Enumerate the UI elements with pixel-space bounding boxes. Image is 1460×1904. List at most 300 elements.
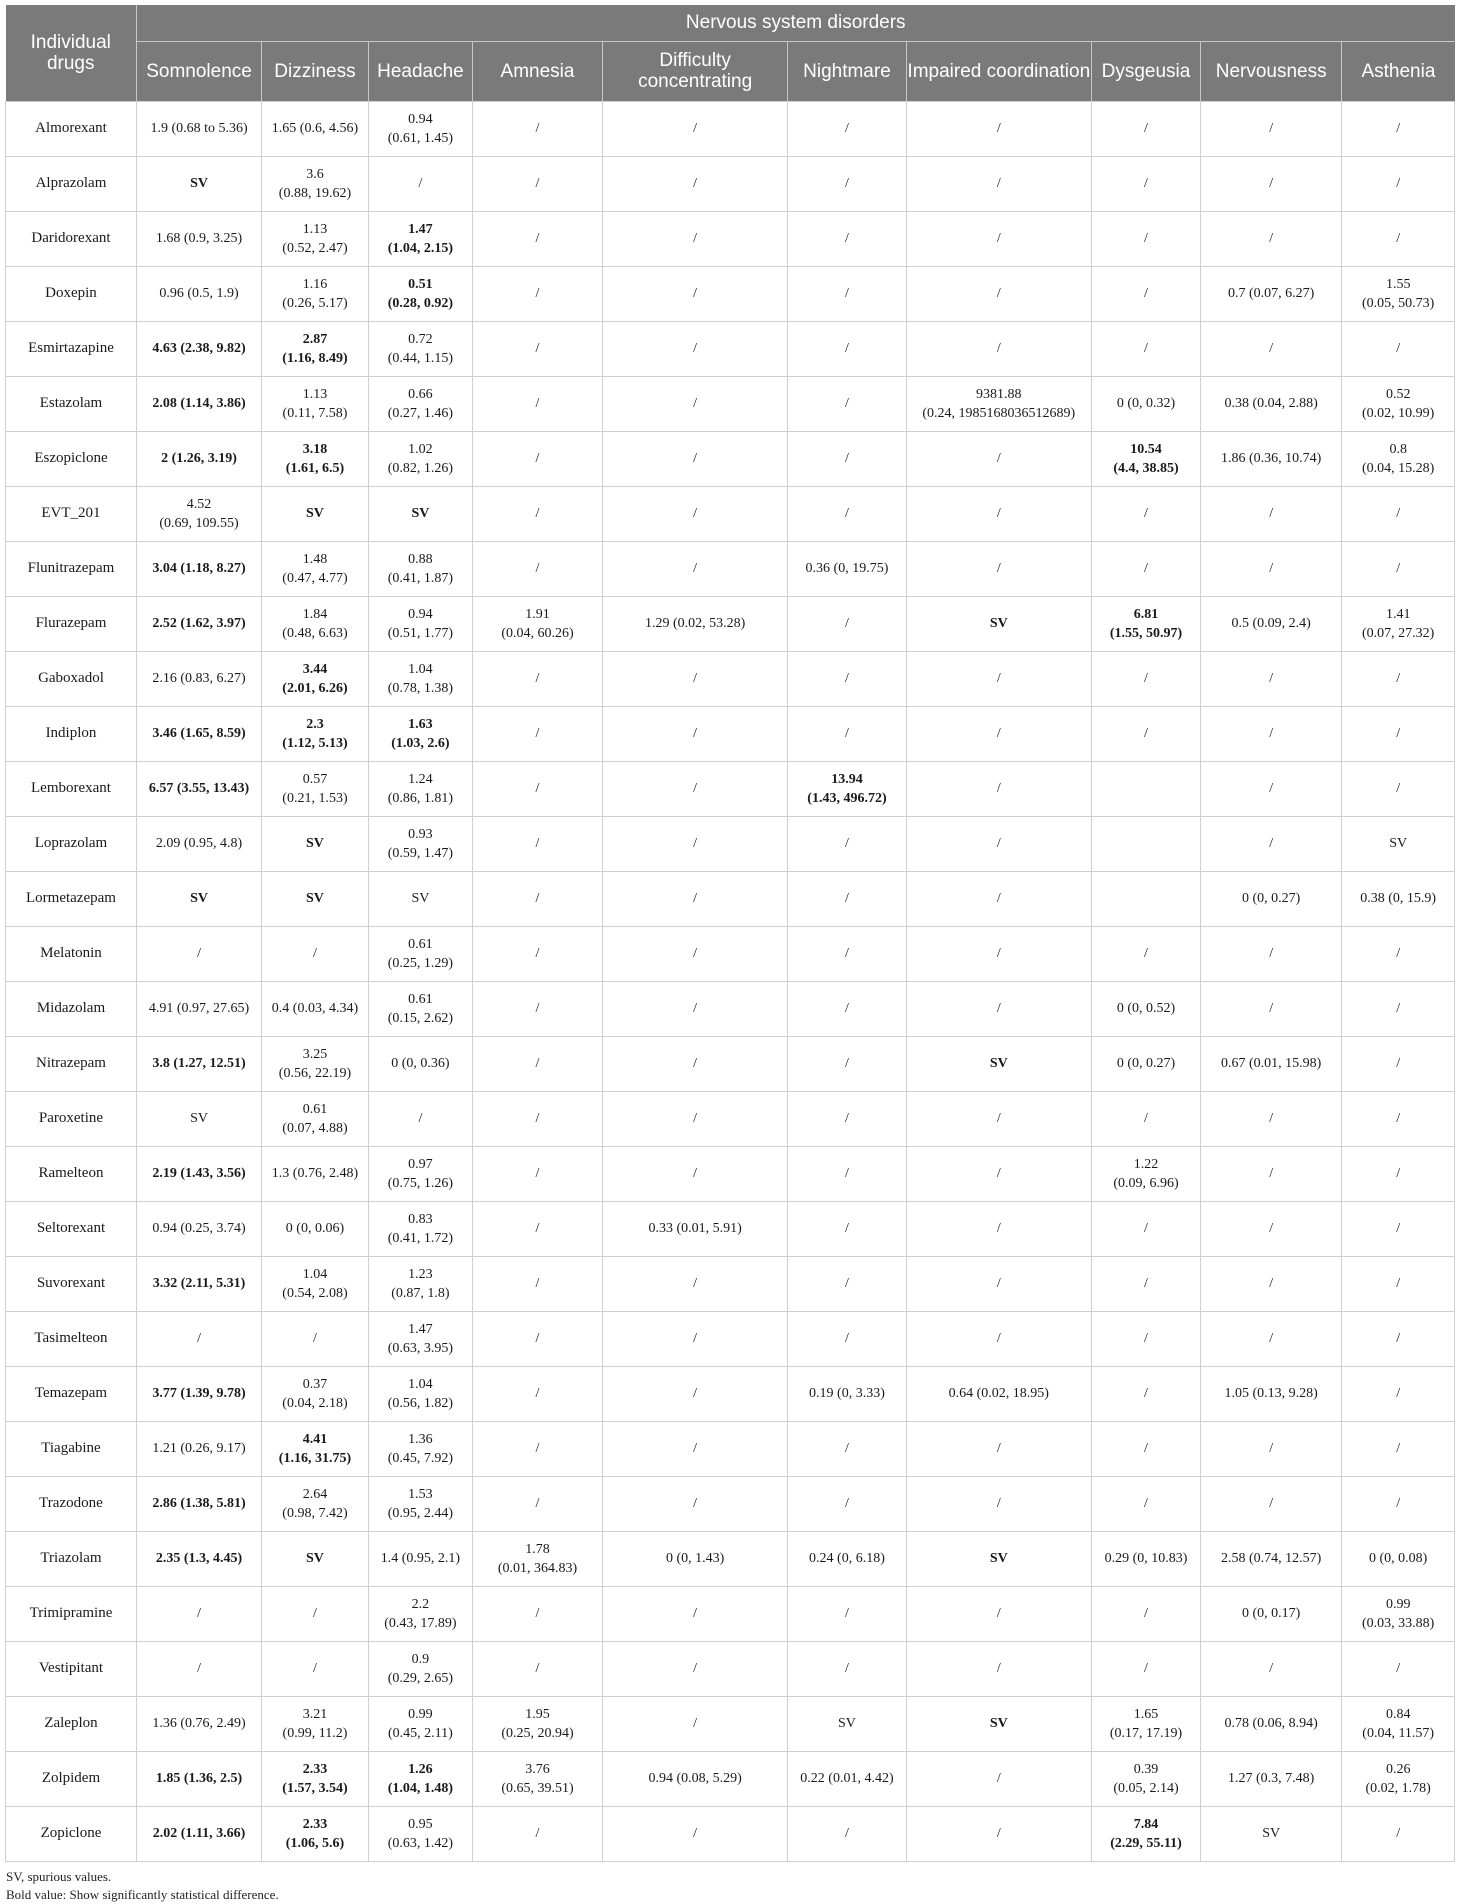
value-cell bbox=[1200, 321, 1341, 376]
value-cell bbox=[602, 596, 787, 651]
value-line: / bbox=[535, 1606, 540, 1621]
value-cell bbox=[473, 1586, 603, 1641]
value-line: / bbox=[693, 671, 698, 686]
value-cell bbox=[368, 156, 472, 211]
value-cell bbox=[473, 1531, 603, 1586]
value-cell bbox=[136, 1531, 261, 1586]
value-line: / bbox=[1396, 726, 1401, 741]
drug-name-cell: Paroxetine bbox=[6, 1091, 137, 1146]
value-line: (1.57, 3.54) bbox=[282, 1780, 348, 1796]
value-line: / bbox=[1269, 1496, 1274, 1511]
value-line: SV bbox=[190, 176, 208, 191]
value-cell bbox=[602, 706, 787, 761]
value-line: / bbox=[1144, 1331, 1148, 1346]
value-line: (0.09, 6.96) bbox=[1113, 1175, 1179, 1191]
value-cell bbox=[906, 926, 1091, 981]
value-line: (0.45, 2.11) bbox=[388, 1725, 453, 1741]
value-line: (1.61, 6.5) bbox=[285, 460, 345, 476]
value-cell bbox=[368, 926, 472, 981]
value-cell bbox=[788, 981, 906, 1036]
value-cell bbox=[368, 1806, 472, 1861]
value-cell bbox=[1342, 266, 1455, 321]
table-row bbox=[6, 156, 1455, 211]
value-cell bbox=[262, 541, 369, 596]
value-cell bbox=[262, 1696, 369, 1751]
value-line: (0.65, 39.51) bbox=[501, 1780, 574, 1796]
value-cell bbox=[602, 486, 787, 541]
value-line: 2.08 (1.14, 3.86) bbox=[152, 396, 246, 411]
value-line: 0.61 bbox=[302, 1101, 328, 1117]
value-line: 2.33 bbox=[302, 1816, 328, 1832]
drug-name-cell: Indiplon bbox=[6, 706, 137, 761]
value-line: 1.21 (0.26, 9.17) bbox=[152, 1441, 246, 1456]
value-cell bbox=[1092, 1091, 1201, 1146]
value-line: / bbox=[996, 1331, 1001, 1346]
value-line: (0.27, 1.46) bbox=[387, 405, 454, 421]
value-cell bbox=[1092, 211, 1201, 266]
value-line: 0.19 (0, 3.33) bbox=[809, 1386, 885, 1401]
value-line: 0 (0, 1.43) bbox=[665, 1551, 725, 1566]
value-cell bbox=[262, 486, 369, 541]
value-line: / bbox=[1396, 946, 1401, 961]
value-line: 0.94 (0.08, 5.29) bbox=[648, 1771, 742, 1786]
value-cell bbox=[1092, 266, 1201, 321]
value-line: 0.57 bbox=[302, 771, 328, 787]
value-cell bbox=[136, 376, 261, 431]
value-line: / bbox=[1144, 1221, 1148, 1236]
value-line: 0.24 (0, 6.18) bbox=[809, 1551, 885, 1566]
value-line: (0.51, 1.77) bbox=[387, 625, 454, 641]
value-line: / bbox=[996, 946, 1001, 961]
value-line: / bbox=[693, 451, 698, 466]
drug-name-cell: Almorexant bbox=[6, 101, 137, 156]
value-line: (0.43, 17.89) bbox=[384, 1615, 457, 1631]
value-line: 0 (0, 0.27) bbox=[1242, 891, 1301, 906]
value-line: 1.26 bbox=[408, 1761, 433, 1777]
value-line: / bbox=[845, 176, 849, 191]
column-header: Dysgeusia bbox=[1092, 41, 1201, 101]
value-cell bbox=[788, 101, 906, 156]
value-line: / bbox=[845, 1441, 849, 1456]
value-cell bbox=[368, 816, 472, 871]
value-cell bbox=[368, 321, 472, 376]
table-row bbox=[6, 1091, 1455, 1146]
value-cell bbox=[473, 266, 603, 321]
value-line: (0.07, 4.88) bbox=[282, 1120, 348, 1136]
value-cell bbox=[906, 266, 1091, 321]
value-cell bbox=[473, 761, 603, 816]
value-cell bbox=[1342, 871, 1455, 926]
table-row bbox=[6, 1641, 1455, 1696]
value-line: 0 (0, 0.36) bbox=[391, 1056, 450, 1071]
value-line: 2.87 bbox=[302, 331, 328, 347]
value-cell bbox=[1092, 1421, 1201, 1476]
value-line: 1.91 bbox=[525, 606, 550, 622]
drug-name-cell: Esmirtazapine bbox=[6, 321, 137, 376]
value-line: (0.48, 6.63) bbox=[282, 625, 348, 641]
value-line: 0.64 (0.02, 18.95) bbox=[948, 1386, 1049, 1401]
value-line: 1.78 bbox=[525, 1541, 550, 1557]
value-line: / bbox=[693, 176, 698, 191]
value-line: / bbox=[693, 1386, 698, 1401]
value-cell bbox=[1200, 1586, 1341, 1641]
value-line: 2.52 (1.62, 3.97) bbox=[152, 616, 246, 631]
drug-name-cell: Lemborexant bbox=[6, 761, 137, 816]
value-line: 0.37 bbox=[302, 1376, 328, 1392]
value-cell bbox=[368, 981, 472, 1036]
value-cell bbox=[136, 156, 261, 211]
value-cell bbox=[473, 1696, 603, 1751]
value-line: / bbox=[693, 891, 698, 906]
value-line: (0.21, 1.53) bbox=[282, 790, 348, 806]
value-cell bbox=[1200, 1641, 1341, 1696]
value-line: 3.18 bbox=[302, 441, 328, 457]
value-cell bbox=[136, 706, 261, 761]
value-cell bbox=[368, 1586, 472, 1641]
value-line: / bbox=[996, 231, 1001, 246]
value-cell bbox=[262, 926, 369, 981]
value-cell bbox=[1200, 1421, 1341, 1476]
value-cell bbox=[1200, 1146, 1341, 1201]
value-line: / bbox=[1396, 561, 1401, 576]
value-cell bbox=[788, 1641, 906, 1696]
value-line: (1.04, 1.48) bbox=[387, 1780, 454, 1796]
value-line: SV bbox=[1262, 1826, 1281, 1841]
value-cell bbox=[788, 596, 906, 651]
value-cell bbox=[788, 1531, 906, 1586]
value-line: / bbox=[1269, 781, 1274, 796]
value-cell bbox=[1092, 1256, 1201, 1311]
value-cell bbox=[262, 1366, 369, 1421]
value-line: 1.47 bbox=[408, 221, 433, 237]
drug-name-cell: Daridorexant bbox=[6, 211, 137, 266]
value-cell bbox=[473, 321, 603, 376]
value-cell bbox=[368, 1201, 472, 1256]
value-line: (0.95, 2.44) bbox=[387, 1505, 454, 1521]
drug-name-cell: Gaboxadol bbox=[6, 651, 137, 706]
value-line: / bbox=[1396, 1441, 1401, 1456]
value-cell bbox=[788, 376, 906, 431]
value-cell bbox=[262, 376, 369, 431]
value-line: / bbox=[1144, 1661, 1148, 1676]
value-cell bbox=[368, 1476, 472, 1531]
value-cell bbox=[1342, 1751, 1455, 1806]
value-line: / bbox=[1269, 946, 1274, 961]
value-cell bbox=[262, 981, 369, 1036]
value-line: 2.35 (1.3, 4.45) bbox=[155, 1551, 243, 1566]
value-cell bbox=[368, 101, 472, 156]
value-line: 1.13 bbox=[302, 386, 328, 402]
value-cell bbox=[368, 706, 472, 761]
value-line: / bbox=[693, 396, 698, 411]
value-line: / bbox=[1144, 1441, 1148, 1456]
value-line: SV bbox=[411, 506, 430, 521]
value-line: SV bbox=[989, 616, 1008, 631]
value-cell bbox=[1092, 1366, 1201, 1421]
value-line: / bbox=[693, 1111, 698, 1126]
table-row bbox=[6, 1311, 1455, 1366]
value-line: / bbox=[535, 286, 540, 301]
table-row bbox=[6, 211, 1455, 266]
value-cell bbox=[788, 541, 906, 596]
value-cell bbox=[473, 1476, 603, 1531]
value-cell bbox=[788, 1586, 906, 1641]
value-line: / bbox=[535, 1826, 540, 1841]
value-line: (0.63, 3.95) bbox=[387, 1340, 454, 1356]
value-cell bbox=[262, 156, 369, 211]
value-line: 3.44 bbox=[302, 661, 328, 677]
value-cell bbox=[1200, 1696, 1341, 1751]
drug-name-cell: Lormetazepam bbox=[6, 871, 137, 926]
value-line: / bbox=[313, 1331, 317, 1346]
value-cell bbox=[368, 1696, 472, 1751]
value-cell bbox=[136, 981, 261, 1036]
value-line: (2.01, 6.26) bbox=[282, 680, 348, 696]
value-line: / bbox=[693, 1056, 698, 1071]
value-line: SV bbox=[306, 891, 324, 906]
value-line: / bbox=[693, 231, 698, 246]
value-line: / bbox=[996, 121, 1001, 136]
table-row bbox=[6, 101, 1455, 156]
value-cell bbox=[368, 761, 472, 816]
value-cell bbox=[473, 1146, 603, 1201]
value-line: (0.45, 7.92) bbox=[387, 1450, 454, 1466]
value-cell bbox=[1092, 156, 1201, 211]
value-cell bbox=[1342, 761, 1455, 816]
value-cell bbox=[1092, 1806, 1201, 1861]
value-line: (2.29, 55.11) bbox=[1110, 1835, 1182, 1851]
value-cell bbox=[1092, 1586, 1201, 1641]
value-cell bbox=[1092, 1146, 1201, 1201]
value-cell bbox=[602, 981, 787, 1036]
table-row bbox=[6, 651, 1455, 706]
value-line: / bbox=[535, 891, 540, 906]
value-line: 0.94 bbox=[408, 606, 433, 622]
table-row bbox=[6, 1696, 1455, 1751]
value-line: 1.23 bbox=[408, 1266, 433, 1282]
value-cell bbox=[368, 431, 472, 486]
value-cell bbox=[262, 1641, 369, 1696]
value-cell bbox=[136, 1091, 261, 1146]
column-header: Difficulty concentrating bbox=[602, 41, 787, 101]
value-cell bbox=[136, 926, 261, 981]
value-cell bbox=[1342, 1641, 1455, 1696]
column-header: Asthenia bbox=[1342, 41, 1455, 101]
value-line: 0.96 (0.5, 1.9) bbox=[159, 286, 239, 301]
table-row bbox=[6, 1366, 1455, 1421]
value-cell bbox=[1200, 1366, 1341, 1421]
value-line: (0.78, 1.38) bbox=[387, 680, 454, 696]
value-line: / bbox=[693, 341, 698, 356]
drug-name-cell: Suvorexant bbox=[6, 1256, 137, 1311]
value-line: 0.29 (0, 10.83) bbox=[1104, 1551, 1188, 1566]
value-cell bbox=[788, 1036, 906, 1091]
value-line: (1.04, 2.15) bbox=[387, 240, 454, 256]
value-line: (0.03, 33.88) bbox=[1362, 1615, 1435, 1631]
value-line: (4.4, 38.85) bbox=[1113, 460, 1179, 476]
value-line: / bbox=[535, 231, 540, 246]
value-line: 2.86 (1.38, 5.81) bbox=[152, 1496, 246, 1511]
drug-name-cell: Zaleplon bbox=[6, 1696, 137, 1751]
value-line: / bbox=[996, 671, 1001, 686]
table-body bbox=[6, 101, 1455, 1861]
table-footnotes bbox=[5, 1868, 1455, 1904]
value-line: 4.63 (2.38, 9.82) bbox=[152, 341, 246, 356]
value-line: / bbox=[845, 1606, 849, 1621]
value-line: / bbox=[845, 506, 849, 521]
value-cell bbox=[906, 1091, 1091, 1146]
value-line: 7.84 bbox=[1133, 1816, 1159, 1832]
value-line: / bbox=[996, 1771, 1001, 1786]
value-line: / bbox=[535, 121, 540, 136]
value-cell bbox=[1200, 706, 1341, 761]
value-line: (0.07, 27.32) bbox=[1362, 625, 1435, 641]
value-cell bbox=[1092, 816, 1201, 871]
column-header-row bbox=[6, 41, 1455, 101]
table-row bbox=[6, 761, 1455, 816]
value-line: / bbox=[1144, 286, 1148, 301]
drug-name-cell: Temazepam bbox=[6, 1366, 137, 1421]
value-cell bbox=[1342, 651, 1455, 706]
table-row bbox=[6, 1256, 1455, 1311]
value-cell bbox=[1342, 376, 1455, 431]
value-cell bbox=[136, 1586, 261, 1641]
value-line: 1.65 bbox=[1133, 1706, 1159, 1722]
value-cell bbox=[368, 211, 472, 266]
value-cell bbox=[1200, 1476, 1341, 1531]
value-line: 0.97 bbox=[408, 1156, 433, 1172]
value-line: / bbox=[1396, 121, 1401, 136]
value-cell bbox=[1200, 1751, 1341, 1806]
value-cell bbox=[136, 596, 261, 651]
value-line: / bbox=[313, 1661, 317, 1676]
value-cell bbox=[1200, 266, 1341, 321]
value-cell bbox=[906, 1531, 1091, 1586]
value-cell bbox=[788, 1201, 906, 1256]
value-line: 9381.88 bbox=[976, 386, 1022, 402]
table-row bbox=[6, 1476, 1455, 1531]
table-row bbox=[6, 486, 1455, 541]
value-line: (0.63, 1.42) bbox=[387, 1835, 454, 1851]
value-line: (0.56, 22.19) bbox=[278, 1065, 352, 1081]
value-cell bbox=[262, 1531, 369, 1586]
drug-name-cell: Melatonin bbox=[6, 926, 137, 981]
value-line: / bbox=[996, 341, 1001, 356]
value-line: (1.06, 5.6) bbox=[285, 1835, 345, 1851]
value-cell bbox=[906, 1586, 1091, 1641]
value-cell bbox=[602, 1586, 787, 1641]
table-row bbox=[6, 266, 1455, 321]
value-line: / bbox=[535, 1056, 540, 1071]
value-cell bbox=[1092, 596, 1201, 651]
value-cell bbox=[136, 1036, 261, 1091]
value-line: 0.66 bbox=[408, 386, 433, 402]
value-line: 1.95 bbox=[525, 1706, 550, 1722]
value-cell bbox=[788, 321, 906, 376]
value-cell bbox=[788, 1806, 906, 1861]
value-line: (0.86, 1.81) bbox=[387, 790, 454, 806]
value-cell bbox=[788, 211, 906, 266]
value-line: / bbox=[1396, 671, 1401, 686]
value-cell bbox=[1092, 1531, 1201, 1586]
value-line: / bbox=[845, 1276, 849, 1291]
value-line: 0 (0, 0.52) bbox=[1116, 1001, 1176, 1016]
value-line: / bbox=[845, 1496, 849, 1511]
value-cell bbox=[602, 431, 787, 486]
value-cell bbox=[906, 431, 1091, 486]
value-cell bbox=[788, 1256, 906, 1311]
value-line: SV bbox=[989, 1056, 1008, 1071]
value-line: 2.33 bbox=[302, 1761, 328, 1777]
value-line: / bbox=[1396, 1056, 1401, 1071]
drug-name-cell: Ramelteon bbox=[6, 1146, 137, 1201]
value-line: 1.86 (0.36, 10.74) bbox=[1221, 451, 1322, 466]
value-line: (0.15, 2.62) bbox=[387, 1010, 454, 1026]
value-line: (0.24, 1985168036512689) bbox=[922, 405, 1076, 421]
value-line: 0 (0, 0.17) bbox=[1242, 1606, 1301, 1621]
value-cell bbox=[136, 1806, 261, 1861]
value-line: 2.3 bbox=[306, 716, 324, 732]
value-line: 1.63 bbox=[408, 716, 433, 732]
value-cell bbox=[1200, 816, 1341, 871]
value-line: 1.65 (0.6, 4.56) bbox=[271, 121, 359, 136]
value-cell bbox=[1342, 486, 1455, 541]
value-line: / bbox=[418, 1111, 423, 1126]
value-cell bbox=[602, 926, 787, 981]
value-line: 10.54 bbox=[1130, 441, 1162, 457]
value-line: 0.39 bbox=[1133, 1761, 1159, 1777]
column-header: Amnesia bbox=[473, 41, 603, 101]
value-line: (0.29, 2.65) bbox=[387, 1670, 454, 1686]
value-line: (0.54, 2.08) bbox=[282, 1285, 348, 1301]
value-line: 2.09 (0.95, 4.8) bbox=[155, 836, 243, 851]
value-cell bbox=[906, 706, 1091, 761]
value-cell bbox=[788, 431, 906, 486]
value-cell bbox=[1092, 486, 1201, 541]
drug-name-cell: Estazolam bbox=[6, 376, 137, 431]
value-line: / bbox=[996, 726, 1001, 741]
value-line: 0.78 (0.06, 8.94) bbox=[1224, 1716, 1318, 1731]
column-header: Impaired coordination bbox=[906, 41, 1091, 101]
value-cell bbox=[473, 1311, 603, 1366]
value-line: 0.36 (0, 19.75) bbox=[805, 561, 889, 576]
value-line: / bbox=[845, 396, 849, 411]
value-cell bbox=[136, 871, 261, 926]
value-line: (0.05, 50.73) bbox=[1362, 295, 1435, 311]
value-line: (0.28, 0.92) bbox=[387, 295, 454, 311]
value-line: 0 (0, 0.06) bbox=[285, 1221, 345, 1236]
value-line: 2.16 (0.83, 6.27) bbox=[152, 671, 246, 686]
value-line: (1.16, 31.75) bbox=[278, 1450, 352, 1466]
value-line: SV bbox=[306, 836, 324, 851]
value-line: / bbox=[1269, 121, 1274, 136]
value-cell bbox=[1342, 211, 1455, 266]
value-cell bbox=[602, 321, 787, 376]
value-cell bbox=[368, 596, 472, 651]
value-cell bbox=[906, 1641, 1091, 1696]
value-line: / bbox=[693, 1166, 698, 1181]
drug-name-cell: Vestipitant bbox=[6, 1641, 137, 1696]
table-header bbox=[6, 5, 1455, 101]
value-line: 13.94 bbox=[831, 771, 863, 787]
value-cell bbox=[262, 1586, 369, 1641]
value-line: 2.58 (0.74, 12.57) bbox=[1221, 1551, 1322, 1566]
value-line: / bbox=[1396, 1331, 1401, 1346]
value-cell bbox=[906, 1806, 1091, 1861]
value-line: SV bbox=[306, 506, 324, 521]
value-line: / bbox=[693, 1276, 698, 1291]
value-line: 2.64 bbox=[302, 1486, 328, 1502]
